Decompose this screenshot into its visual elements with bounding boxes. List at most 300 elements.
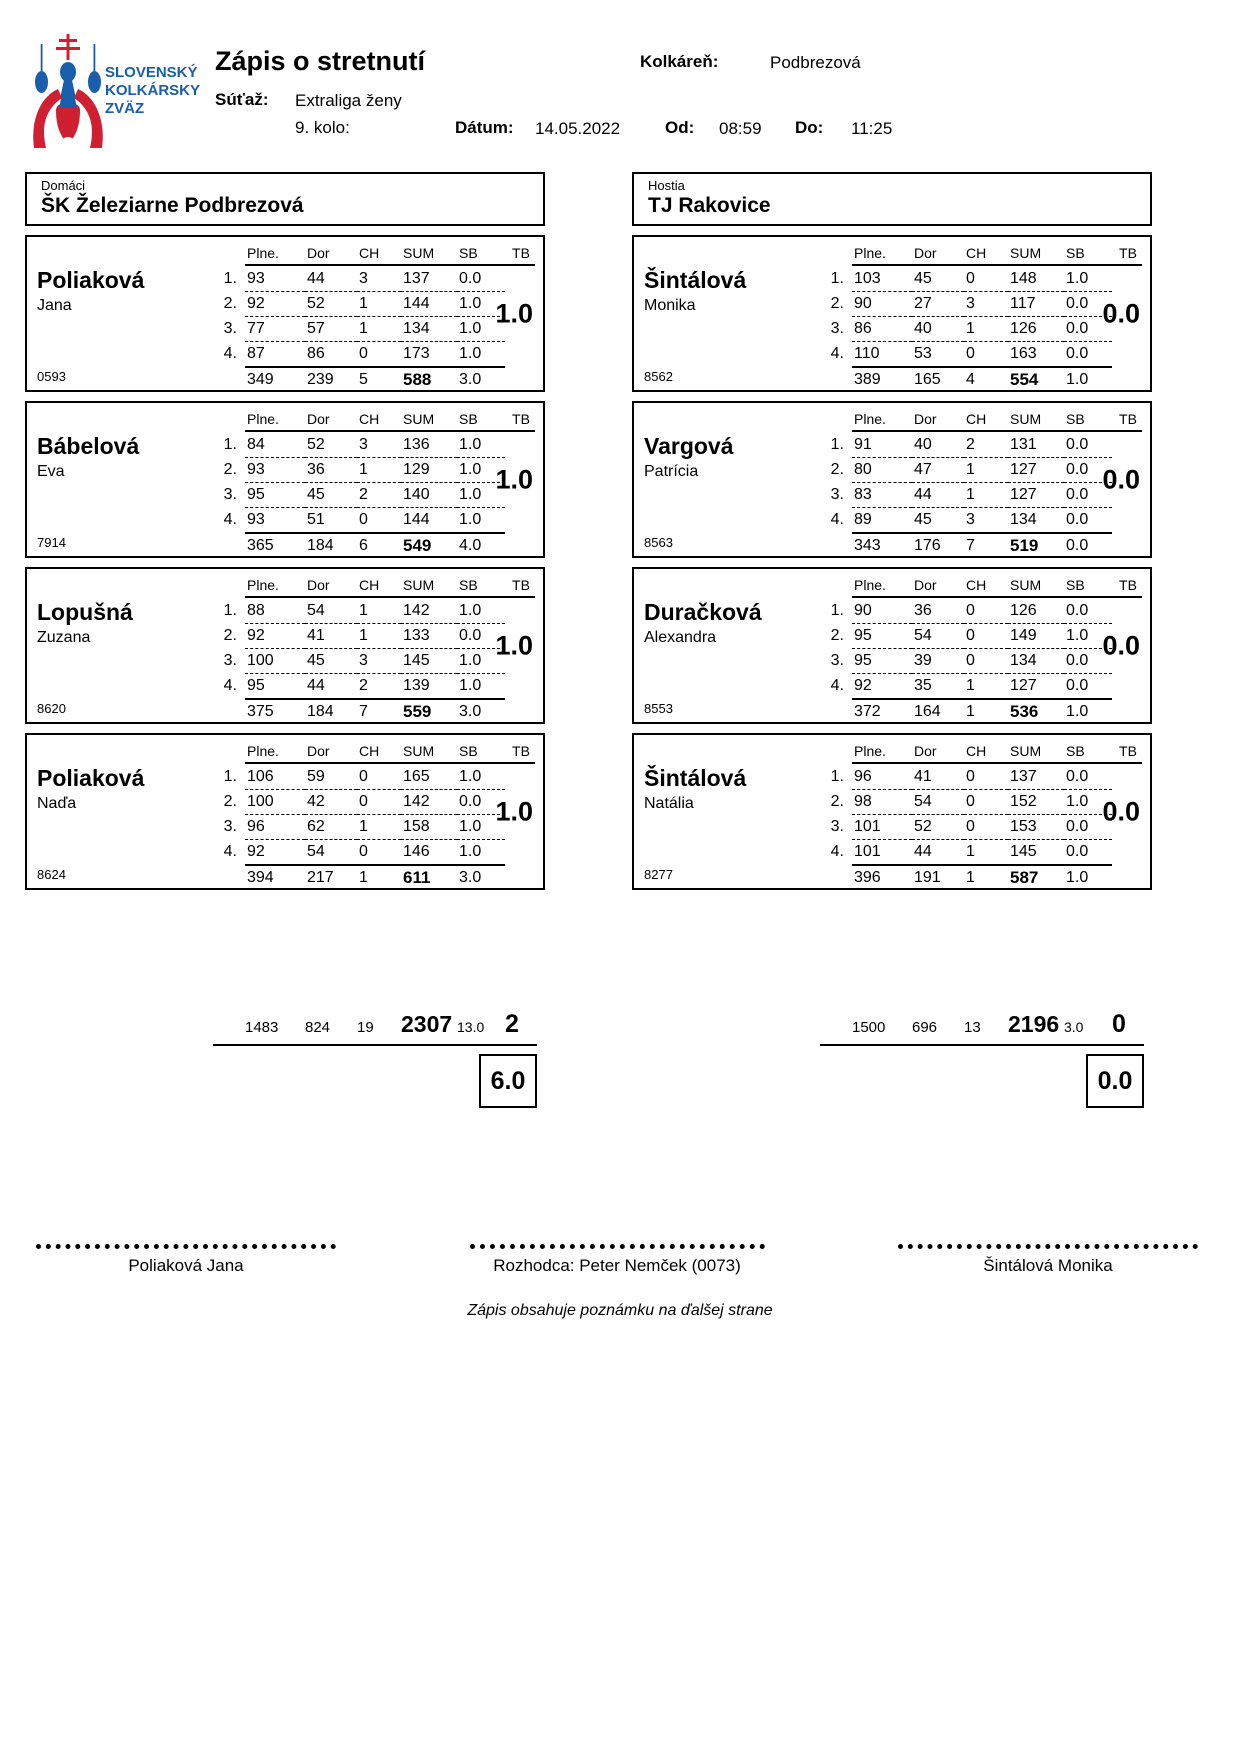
total-plne: 349 (247, 371, 274, 388)
cell-sb: 0.0 (1064, 482, 1112, 508)
cell-plne: 92 (852, 673, 912, 700)
cell-plne: 86 (852, 316, 912, 342)
throw-row-2 (822, 623, 1142, 648)
total-sum: 554 (1010, 370, 1039, 389)
cell-plne: 101 (852, 839, 912, 866)
row-number: 2. (830, 461, 844, 478)
away-side-label: Hostia (648, 178, 685, 193)
cell-sb: 1.0 (457, 814, 505, 840)
away-team-totals (820, 1010, 1144, 1046)
note-text: Zápis obsahuje poznámku na ďalšej strane (467, 1302, 773, 1319)
row-number: 3. (830, 818, 844, 835)
cell-dor: 36 (912, 598, 964, 624)
cell-sum: 127 (1008, 457, 1064, 483)
team-total-ch: 13 (964, 1019, 981, 1036)
cell-sum: 165 (401, 764, 457, 790)
player-surname: Duračková (644, 599, 762, 625)
cell-sum: 129 (401, 457, 457, 483)
player-score-table (822, 741, 1142, 887)
player-firstname: Zuzana (37, 629, 91, 646)
total-ch: 6 (359, 537, 368, 554)
cell-plne: 90 (852, 291, 912, 317)
cell-sum: 144 (401, 507, 457, 534)
cell-ch: 1 (964, 316, 1008, 342)
total-dor: 165 (914, 371, 941, 388)
cell-ch: 1 (964, 673, 1008, 700)
throw-row-2 (215, 623, 535, 648)
player-setpoints: 1.0 (495, 464, 533, 494)
row-number: 2. (830, 793, 844, 810)
player-setpoints: 1.0 (495, 796, 533, 826)
throw-row-4 (215, 341, 535, 366)
player-surname: Poliaková (37, 267, 145, 293)
cell-plne: 89 (852, 507, 912, 534)
cell-sum: 173 (401, 341, 457, 368)
cell-sb: 0.0 (1064, 291, 1112, 317)
player-total-row (822, 864, 1142, 891)
org-line-1: SLOVENSKÝ (105, 64, 198, 81)
col-ch: CH (964, 741, 1008, 764)
home-team-box (25, 172, 545, 226)
col-sb: SB (1064, 409, 1112, 432)
total-ch: 4 (966, 371, 975, 388)
cell-plne: 90 (852, 598, 912, 624)
cell-dor: 54 (305, 839, 357, 866)
player-total-row (215, 532, 535, 559)
player-block-away-1 (632, 235, 1152, 392)
cell-sb: 0.0 (1064, 673, 1112, 700)
date-label: Dátum: (455, 118, 514, 137)
score-table-header (215, 243, 535, 266)
cell-ch: 1 (357, 814, 401, 840)
cell-sb: 0.0 (1064, 316, 1112, 342)
cell-ch: 0 (357, 507, 401, 534)
player-block-home-2 (25, 401, 545, 558)
col-tb: TB (505, 409, 535, 432)
total-dor: 176 (914, 537, 941, 554)
throw-row-3 (822, 482, 1142, 507)
player-id: 8620 (37, 701, 66, 716)
cell-sum: 145 (401, 648, 457, 674)
teams-columns (25, 172, 1240, 1108)
cell-sum: 163 (1008, 341, 1064, 368)
throw-row-3 (822, 316, 1142, 341)
cell-dor: 51 (305, 507, 357, 534)
cell-ch: 1 (357, 316, 401, 342)
cell-sum: 142 (401, 789, 457, 815)
total-sb: 3.0 (459, 869, 482, 886)
cell-dor: 44 (912, 482, 964, 508)
player-setpoints: 0.0 (1102, 630, 1140, 660)
cell-ch: 2 (964, 432, 1008, 458)
player-block-away-3 (632, 567, 1152, 724)
to-label: Do: (795, 118, 824, 137)
cell-plne: 100 (245, 789, 305, 815)
cell-sum: 142 (401, 598, 457, 624)
player-id: 8277 (644, 867, 673, 882)
row-number: 4. (223, 677, 237, 694)
cell-dor: 40 (912, 432, 964, 458)
cell-plne: 106 (245, 764, 305, 790)
signature-referee (470, 1244, 765, 1276)
cell-sb: 0.0 (457, 623, 505, 649)
cell-dor: 45 (912, 266, 964, 292)
cell-dor: 52 (305, 432, 357, 458)
player-score-table (215, 409, 535, 555)
cell-sb: 0.0 (1064, 507, 1112, 534)
total-ch: 7 (966, 537, 975, 554)
cell-dor: 52 (305, 291, 357, 317)
player-id: 8563 (644, 535, 673, 550)
cell-sb: 1.0 (457, 432, 505, 458)
cell-ch: 0 (357, 764, 401, 790)
player-surname: Šintálová (644, 765, 747, 791)
col-plne: Plne. (852, 409, 912, 432)
row-number: 3. (223, 486, 237, 503)
cell-dor: 42 (305, 789, 357, 815)
team-total-sb: 3.0 (1064, 1019, 1084, 1035)
col-tb: TB (1112, 409, 1142, 432)
team-total-dor: 824 (305, 1019, 331, 1036)
total-sum: 611 (403, 868, 431, 887)
row-number: 1. (830, 270, 844, 287)
row-number: 2. (223, 461, 237, 478)
row-number: 1. (830, 602, 844, 619)
signature-line (36, 1244, 336, 1249)
cell-sum: 152 (1008, 789, 1064, 815)
throw-row-4 (215, 507, 535, 532)
cell-sum: 134 (1008, 648, 1064, 674)
player-firstname: Monika (644, 297, 696, 314)
throw-row-2 (822, 457, 1142, 482)
cell-plne: 95 (852, 648, 912, 674)
row-number: 3. (223, 818, 237, 835)
cell-sb: 0.0 (1064, 432, 1112, 458)
from-label: Od: (665, 118, 695, 137)
signature-home-captain (36, 1244, 336, 1276)
cell-plne: 95 (245, 673, 305, 700)
cell-ch: 1 (357, 291, 401, 317)
total-sum: 519 (1010, 536, 1039, 555)
cell-sum: 126 (1008, 316, 1064, 342)
row-number: 1. (223, 270, 237, 287)
cell-plne: 84 (245, 432, 305, 458)
cell-ch: 3 (357, 266, 401, 292)
team-total-sum: 2196 (1008, 1011, 1060, 1037)
total-sum: 559 (403, 702, 432, 721)
throw-row-1 (822, 598, 1142, 623)
cell-plne: 110 (852, 341, 912, 368)
score-table-header (822, 575, 1142, 598)
total-sb: 1.0 (1066, 703, 1089, 720)
col-plne: Plne. (245, 409, 305, 432)
cell-plne: 100 (245, 648, 305, 674)
cell-dor: 86 (305, 341, 357, 368)
cell-plne: 88 (245, 598, 305, 624)
cell-sb: 0.0 (1064, 839, 1112, 866)
player-total-row (822, 698, 1142, 725)
col-dor: Dor (305, 409, 357, 432)
cell-sum: 127 (1008, 673, 1064, 700)
team-total-ch: 19 (357, 1019, 374, 1036)
cell-sb: 1.0 (457, 598, 505, 624)
cell-ch: 3 (357, 648, 401, 674)
cell-ch: 0 (357, 839, 401, 866)
player-firstname: Alexandra (644, 629, 717, 646)
cell-sum: 148 (1008, 266, 1064, 292)
cell-ch: 1 (964, 457, 1008, 483)
player-total-row (215, 864, 535, 891)
player-total-row (822, 532, 1142, 559)
player-block-away-2 (632, 401, 1152, 558)
cell-sb: 0.0 (1064, 457, 1112, 483)
throw-row-3 (215, 316, 535, 341)
total-ch: 7 (359, 703, 368, 720)
throw-row-1 (822, 432, 1142, 457)
col-sum: SUM (1008, 409, 1064, 432)
col-dor: Dor (305, 741, 357, 764)
total-plne: 365 (247, 537, 274, 554)
player-score-table (822, 243, 1142, 389)
cell-sum: 145 (1008, 839, 1064, 866)
signature-name: Poliaková Jana (128, 1256, 244, 1275)
page-title: Zápis o stretnutí (215, 46, 426, 76)
cell-ch: 0 (964, 623, 1008, 649)
col-sum: SUM (401, 741, 457, 764)
player-total-row (215, 698, 535, 725)
total-sum: 536 (1010, 702, 1039, 721)
cell-sb: 0.0 (1064, 341, 1112, 368)
cell-sb: 1.0 (457, 341, 505, 368)
player-block-away-4 (632, 733, 1152, 890)
col-plne: Plne. (245, 243, 305, 266)
throw-row-4 (822, 839, 1142, 864)
player-setpoints: 1.0 (495, 630, 533, 660)
total-sb: 3.0 (459, 703, 482, 720)
col-dor: Dor (912, 409, 964, 432)
cell-plne: 77 (245, 316, 305, 342)
cell-sb: 1.0 (457, 457, 505, 483)
total-ch: 1 (966, 703, 975, 720)
player-block-home-4 (25, 733, 545, 890)
total-dor: 191 (914, 869, 941, 886)
throw-row-2 (215, 291, 535, 316)
cell-dor: 54 (912, 789, 964, 815)
col-tb: TB (1112, 741, 1142, 764)
player-id: 8553 (644, 701, 673, 716)
player-firstname: Natália (644, 795, 694, 812)
cell-plne: 93 (245, 457, 305, 483)
cell-ch: 0 (964, 789, 1008, 815)
col-dor: Dor (305, 575, 357, 598)
col-tb: TB (505, 243, 535, 266)
signature-line (470, 1244, 765, 1249)
total-sb: 1.0 (1066, 869, 1089, 886)
player-score-table (215, 575, 535, 721)
cell-ch: 1 (357, 457, 401, 483)
round-label: 9. kolo: (295, 118, 350, 137)
score-table-header (822, 243, 1142, 266)
col-sum: SUM (401, 575, 457, 598)
cell-ch: 1 (964, 482, 1008, 508)
cell-dor: 53 (912, 341, 964, 368)
from-value: 08:59 (719, 119, 762, 138)
cell-dor: 45 (305, 482, 357, 508)
player-id: 8562 (644, 369, 673, 384)
throw-row-1 (215, 764, 535, 789)
col-tb: TB (505, 575, 535, 598)
sutaz-label: Súťaž: (215, 90, 269, 109)
cell-dor: 40 (912, 316, 964, 342)
player-score-table (215, 741, 535, 887)
cell-dor: 45 (912, 507, 964, 534)
cell-plne: 96 (245, 814, 305, 840)
col-sb: SB (1064, 575, 1112, 598)
signature-line (898, 1244, 1198, 1249)
row-number: 4. (223, 511, 237, 528)
home-match-points-box: 6.0 (479, 1054, 537, 1108)
col-dor: Dor (305, 243, 357, 266)
cell-ch: 1 (357, 598, 401, 624)
row-number: 2. (830, 295, 844, 312)
player-setpoints: 0.0 (1102, 298, 1140, 328)
total-plne: 375 (247, 703, 274, 720)
player-id: 7914 (37, 535, 66, 550)
cell-plne: 93 (245, 266, 305, 292)
col-sum: SUM (1008, 741, 1064, 764)
cell-sum: 126 (1008, 598, 1064, 624)
cell-dor: 54 (912, 623, 964, 649)
player-total-row (215, 366, 535, 393)
player-firstname: Eva (37, 463, 65, 480)
player-firstname: Naďa (37, 795, 77, 812)
throw-row-4 (822, 341, 1142, 366)
signatures-row (36, 1244, 1198, 1276)
player-id: 0593 (37, 369, 66, 384)
org-line-2: KOLKÁRSKY (105, 82, 201, 99)
cell-plne: 103 (852, 266, 912, 292)
cell-sb: 1.0 (1064, 266, 1112, 292)
sutaz-value: Extraliga ženy (295, 91, 402, 110)
total-ch: 5 (359, 371, 368, 388)
col-ch: CH (964, 243, 1008, 266)
org-line-3: ZVÄZ (105, 100, 145, 117)
cell-ch: 0 (357, 341, 401, 368)
throw-row-1 (215, 266, 535, 291)
score-table-header (822, 409, 1142, 432)
throw-row-4 (215, 839, 535, 864)
player-surname: Bábelová (37, 433, 140, 459)
cell-plne: 93 (245, 507, 305, 534)
col-ch: CH (357, 741, 401, 764)
cell-plne: 91 (852, 432, 912, 458)
throw-row-3 (215, 648, 535, 673)
score-table-header (215, 575, 535, 598)
player-score-table (822, 575, 1142, 721)
col-sum: SUM (1008, 243, 1064, 266)
cell-plne: 101 (852, 814, 912, 840)
row-number: 1. (223, 602, 237, 619)
col-tb: TB (505, 741, 535, 764)
cell-dor: 41 (912, 764, 964, 790)
player-block-home-3 (25, 567, 545, 724)
cell-sum: 131 (1008, 432, 1064, 458)
row-number: 4. (830, 345, 844, 362)
cell-ch: 0 (964, 814, 1008, 840)
away-match-points-box: 0.0 (1086, 1054, 1144, 1108)
cell-dor: 36 (305, 457, 357, 483)
cell-plne: 95 (852, 623, 912, 649)
cell-dor: 44 (305, 673, 357, 700)
total-sum: 587 (1010, 868, 1039, 887)
cell-sum: 158 (401, 814, 457, 840)
cell-ch: 3 (964, 291, 1008, 317)
cell-sum: 127 (1008, 482, 1064, 508)
total-sb: 1.0 (1066, 371, 1089, 388)
away-team-name: TJ Rakovice (648, 194, 771, 217)
cell-sum: 134 (401, 316, 457, 342)
throw-row-3 (215, 814, 535, 839)
player-total-row (822, 366, 1142, 393)
throw-row-4 (822, 507, 1142, 532)
cell-sb: 0.0 (457, 789, 505, 815)
row-number: 4. (830, 511, 844, 528)
row-number: 2. (223, 295, 237, 312)
player-surname: Lopušná (37, 599, 133, 625)
home-side-label: Domáci (41, 178, 86, 193)
player-id: 8624 (37, 867, 66, 882)
cell-ch: 0 (964, 341, 1008, 368)
cell-sb: 0.0 (1064, 764, 1112, 790)
score-table-header (215, 409, 535, 432)
col-ch: CH (357, 243, 401, 266)
home-team-totals (213, 1010, 537, 1046)
cell-ch: 3 (964, 507, 1008, 534)
total-dor: 184 (307, 703, 334, 720)
row-number: 1. (830, 768, 844, 785)
cell-sum: 137 (1008, 764, 1064, 790)
kolkaren-value: Podbrezová (770, 53, 861, 72)
throw-row-1 (215, 598, 535, 623)
player-surname: Šintálová (644, 267, 747, 293)
row-number: 2. (223, 793, 237, 810)
col-dor: Dor (912, 741, 964, 764)
cell-sb: 0.0 (457, 266, 505, 292)
col-sb: SB (457, 409, 505, 432)
throw-row-4 (822, 673, 1142, 698)
col-dor: Dor (912, 575, 964, 598)
row-number: 4. (223, 843, 237, 860)
total-plne: 396 (854, 869, 881, 886)
cell-plne: 92 (245, 623, 305, 649)
col-plne: Plne. (852, 575, 912, 598)
cell-ch: 1 (357, 623, 401, 649)
row-number: 1. (223, 768, 237, 785)
player-firstname: Jana (37, 297, 72, 314)
throw-row-4 (215, 673, 535, 698)
row-number: 4. (830, 677, 844, 694)
cell-dor: 27 (912, 291, 964, 317)
cell-sb: 1.0 (457, 507, 505, 534)
col-sb: SB (1064, 741, 1112, 764)
team-total-plne: 1483 (245, 1019, 279, 1036)
cell-sum: 117 (1008, 291, 1064, 317)
col-plne: Plne. (852, 741, 912, 764)
cell-sb: 1.0 (457, 764, 505, 790)
col-sb: SB (457, 575, 505, 598)
row-number: 4. (830, 843, 844, 860)
cell-sb: 1.0 (457, 482, 505, 508)
